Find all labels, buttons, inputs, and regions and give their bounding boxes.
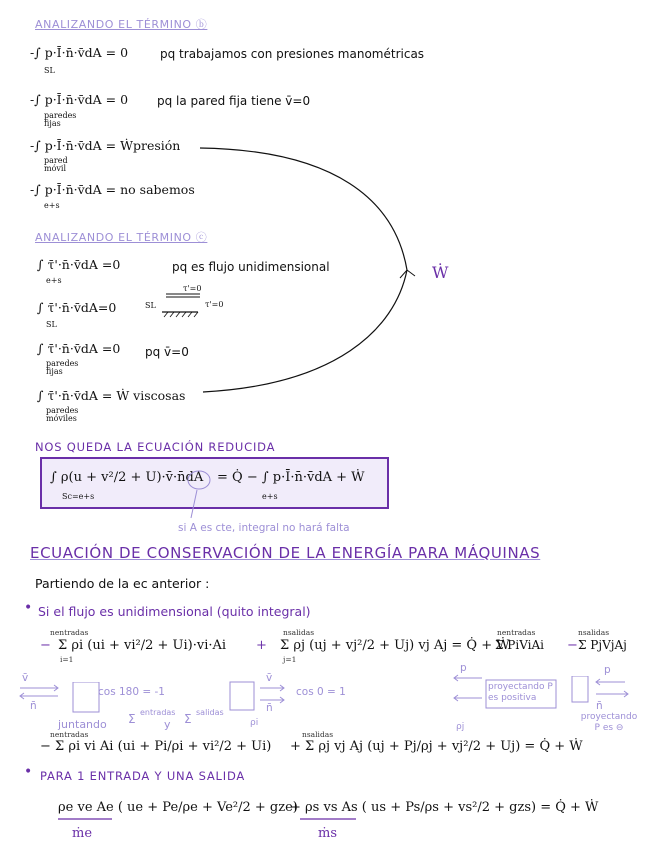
diag-n-left: n̄ [30,700,37,712]
reduced-rhs: = Q̇ − ∫ p·Ī·n̄·v̄dA + Ẇ [217,470,365,485]
eq-c-sl: ∫ τ̄'·n̄·v̄dA=0 [37,300,117,315]
bracket-curve [195,140,425,400]
eq1-sum-salidas: Σ ρj (uj + vj²/2 + Uj) vj Aj = Q̇ + Ẇ [280,638,510,653]
eq1-sum-pv-entradas: Σ PiViAi [495,638,545,652]
eq-b-movil: -∫ p·Ī·n̄·v̄dA = Ẇpresión [30,138,181,153]
eq-b-es-sub: e+s [44,201,60,210]
eq-b-movil-sub: pared móvil [44,156,68,173]
n-entradas-2: nentradas [497,628,536,637]
eq1-minus-circle-2: − [567,638,578,653]
mass-flow-entrada: ṁe [72,826,93,841]
intro-text: Partiendo de la ec anterior : [35,576,210,591]
diag-proj-pos-text: proyectando P es positiva [488,682,553,703]
reduced-lhs: ∫ ρ(u + v²/2 + U)·v̄·n̄dA [50,470,204,485]
note-c-es: pq es flujo unidimensional [172,260,330,274]
eq-b-fijas-sub: paredes fijas [44,111,77,128]
juntando-sigma-1: Σ [128,712,136,726]
eq2-entradas: − Σ ρi vi Ai (ui + Pi/ρi + vi²/2 + Ui) [40,739,272,754]
eq2-salidas: + Σ ρj vj Aj (uj + Pj/ρj + vj²/2 + Uj) = Q̇ + Ẇ [290,739,583,754]
rho-j-note: ρj [456,722,465,732]
eq1-i1: i=1 [60,655,74,664]
eq3-underlines [56,816,376,824]
eq3-salida: + ρs vs As ( us + Ps/ρs + vs²/2 + gzs) = Q̇ + Ẇ [290,800,599,815]
diag-cos0: cos 0 = 1 [296,686,346,698]
heading-reduced: NOS QUEDA LA ECUACIÓN REDUCIDA [35,440,276,454]
note-b-sl: pq trabajamos con presiones manométricas [160,47,425,61]
diag-p-right: p [604,664,611,676]
juntando-sigma-2: Σ [184,712,192,726]
n-salidas-3: nsalidas [302,730,334,739]
n-salidas-1: nsalidas [283,628,315,637]
reduced-lhs-sub: Sc=e+s [62,492,95,501]
title-machines: ECUACIÓN DE CONSERVACIÓN DE LA ENERGÍA PARA MÁQUINAS [30,544,541,562]
eq1-sum-entradas: Σ ρi (ui + vi²/2 + Ui)·vi·Ai [58,638,227,653]
n-salidas-2: nsalidas [578,628,610,637]
diag-proj-neg-arrows [570,676,640,706]
eq-c-es-sub: e+s [46,276,62,285]
diag-v-left: v̄ [22,672,29,684]
diagram-tau-right: τ'=0 [205,300,224,309]
bullet-unidimensional: Si el flujo es unidimensional (quito integral) [38,604,311,619]
n-entradas-3: nentradas [50,730,89,739]
diag-proj-neg-text: proyectando P es ⊖ [580,712,638,733]
eq-b-es: -∫ p·Ī·n̄·v̄dA = no sabemos [30,182,195,197]
diag-cos180: cos 180 = -1 [98,686,165,698]
juntando-salidas: salidas [196,708,224,717]
eq-c-sl-sub: SL [46,320,57,329]
eq1-sum-pv-salidas: Σ PjVjAj [578,638,627,652]
diagram-sl-label: SL [145,301,156,310]
note-b-fijas: pq la pared fija tiene v̄=0 [157,94,311,108]
juntando-label: juntando [58,718,107,731]
bullet-1: • [24,600,33,616]
eq-b-fijas: -∫ p·Ī·n̄·v̄dA = 0 [30,92,129,107]
reduced-rhs-sub: e+s [262,492,278,501]
eq-b-sl-sub: SL [44,66,55,75]
diag-n-far-right: n̄ [596,700,603,712]
eq-c-fijas: ∫ τ̄'·n̄·v̄dA =0 [37,341,121,356]
eq1-plus-circle: + [256,638,267,653]
eq3-entrada: ρe ve Ae ( ue + Pe/ρe + Ve²/2 + gze) [58,800,298,815]
eq-c-moviles: ∫ τ̄'·n̄·v̄dA = Ẇ viscosas [37,388,186,403]
eq-c-fijas-sub: paredes fijas [46,359,79,376]
eq-c-es: ∫ τ̄'·n̄·v̄dA =0 [37,257,121,272]
rho-i-note: ρi [250,718,259,728]
juntando-y: y [164,718,171,731]
diagram-tau-top: τ'=0 [183,284,202,293]
note-a-cte: si A es cte, integral no hará falta [178,522,350,534]
eq-c-moviles-sub: paredes móviles [46,406,79,423]
bullet-una-entrada-salida: PARA 1 ENTRADA Y UNA SALIDA [40,769,246,783]
eq-b-sl: -∫ p·Ī·n̄·v̄dA = 0 [30,45,129,60]
heading-termino-c: ANALIZANDO EL TÉRMINO ⓒ [35,231,208,244]
diag-n-right: n̄ [266,702,273,714]
eq1-minus-circle: − [40,638,51,653]
n-entradas-1: nentradas [50,628,89,637]
note-c-fijas: pq v̄=0 [145,345,189,359]
juntando-entradas: entradas [140,708,176,717]
heading-termino-b: ANALIZANDO EL TÉRMINO ⓑ [35,18,208,31]
bullet-2: • [24,764,33,780]
eq1-j1: j=1 [283,655,297,664]
diag-arrows-salida [228,678,288,713]
diag-v-right: v̄ [266,672,273,684]
diag-p-left: p [460,662,467,674]
circle-dA-arrow [185,466,215,526]
w-dot-result: Ẇ [432,263,449,282]
mass-flow-salida: ṁs [318,826,337,841]
